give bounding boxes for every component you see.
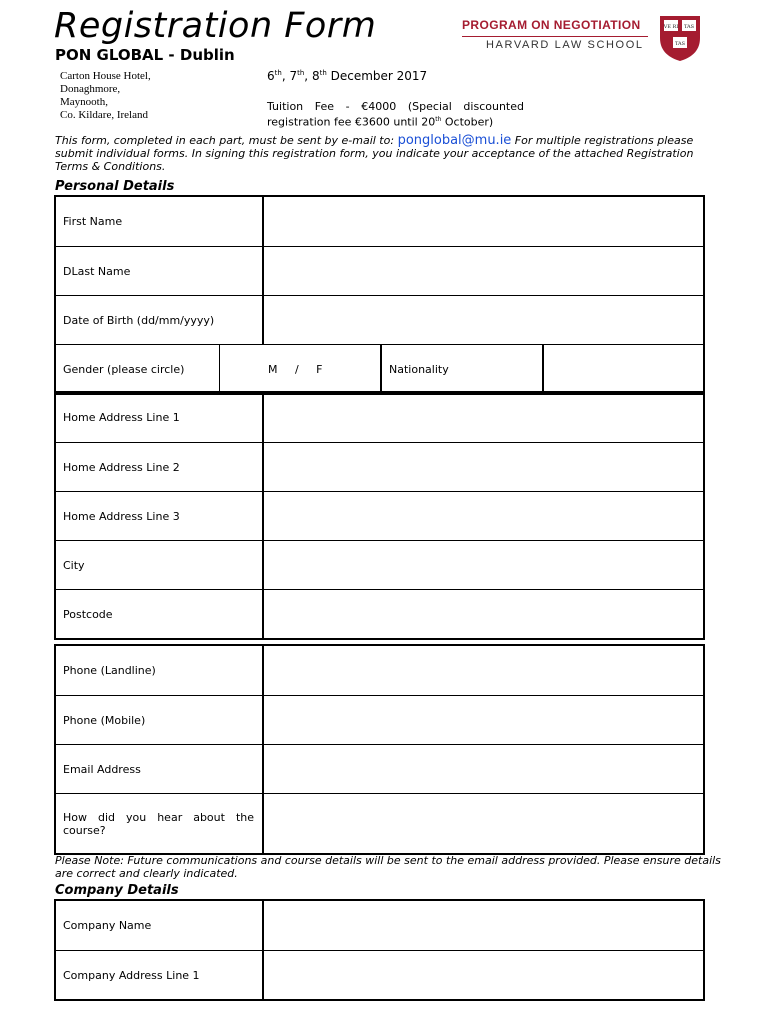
address-line-3-label: Home Address Line 3	[56, 492, 264, 540]
first-name-label: First Name	[56, 197, 264, 246]
venue-address	[60, 70, 151, 122]
nationality-field[interactable]	[544, 345, 703, 393]
form-row	[56, 950, 703, 999]
how-did-you-hear-field[interactable]	[264, 794, 703, 853]
form-row	[56, 295, 703, 344]
contact-table	[54, 644, 705, 855]
phone-mobile-field[interactable]	[264, 696, 703, 744]
form-row	[56, 901, 703, 950]
logo-school-text: HARVARD LAW SCHOOL	[486, 39, 644, 51]
date-of-birth-field[interactable]	[264, 296, 703, 344]
address-line-2-label: Home Address Line 2	[56, 443, 264, 491]
city-label: City	[56, 541, 264, 589]
how-did-you-hear-label: How did you hear about the course?	[56, 794, 264, 853]
address-line-1-field[interactable]	[264, 393, 703, 442]
gender-options[interactable]: M / F	[220, 345, 382, 393]
first-name-field[interactable]	[264, 197, 703, 246]
email-address-label: Email Address	[56, 745, 264, 793]
personal-details-heading: Personal Details	[55, 179, 175, 194]
venue-line: Maynooth,	[60, 96, 108, 108]
city-field[interactable]	[264, 541, 703, 589]
email-address-field[interactable]	[264, 745, 703, 793]
nationality-label: Nationality	[382, 345, 544, 393]
page-subtitle: PON GLOBAL - Dublin	[55, 46, 235, 64]
svg-text:TAS: TAS	[683, 24, 695, 30]
venue-line: Donaghmore,	[60, 83, 121, 95]
form-row	[56, 393, 703, 442]
form-row	[56, 646, 703, 695]
company-address-line-1-field[interactable]	[264, 951, 703, 999]
address-line-1-label: Home Address Line 1	[56, 393, 264, 442]
form-row	[56, 589, 703, 638]
phone-landline-label: Phone (Landline)	[56, 646, 264, 695]
form-row	[56, 695, 703, 744]
phone-landline-field[interactable]	[264, 646, 703, 695]
company-details-heading: Company Details	[55, 883, 179, 898]
postcode-field[interactable]	[264, 590, 703, 638]
venue-line: Co. Kildare, Ireland	[60, 109, 148, 121]
form-row	[56, 246, 703, 295]
course-dates: 6th, 7th, 8th December 2017	[267, 69, 428, 83]
contact-email-link[interactable]: ponglobal@mu.ie	[397, 133, 512, 148]
last-name-field[interactable]	[264, 247, 703, 295]
postcode-label: Postcode	[56, 590, 264, 638]
pon-harvard-logo	[462, 14, 702, 64]
gender-label: Gender (please circle)	[56, 345, 220, 393]
address-line-2-field[interactable]	[264, 443, 703, 491]
svg-text:TAS: TAS	[674, 41, 686, 47]
harvard-shield-icon	[658, 14, 702, 62]
phone-mobile-label: Phone (Mobile)	[56, 696, 264, 744]
intro-text: This form, completed in each part, must be sent by e-mail to: ponglobal@mu.ie For multiple registrations please submit individual forms. In signing this registration form, you indicate your acceptance of the attached Registration Terms & Conditions.	[55, 133, 694, 173]
personal-details-table	[54, 195, 705, 395]
company-address-line-1-label: Company Address Line 1	[56, 951, 264, 999]
form-row	[56, 491, 703, 540]
form-row	[56, 344, 703, 393]
form-row	[56, 744, 703, 793]
venue-line: Carton House Hotel,	[60, 70, 151, 82]
form-row	[56, 793, 703, 853]
form-row	[56, 197, 703, 246]
svg-text:VE RI: VE RI	[663, 24, 679, 30]
company-name-field[interactable]	[264, 901, 703, 950]
last-name-label: DLast Name	[56, 247, 264, 295]
tuition-fee: Tuition Fee - €4000 (Special discounted registration fee €3600 until 20th October)	[267, 100, 524, 129]
logo-program-text: PROGRAM ON NEGOTIATION	[462, 18, 641, 32]
company-name-label: Company Name	[56, 901, 264, 950]
page-title: Registration Form	[54, 6, 377, 46]
form-row	[56, 540, 703, 589]
company-details-table	[54, 899, 705, 1001]
email-note: Please Note: Future communications and course details will be sent to the email address provided. Please ensure details are correct and clearly indicated.	[55, 854, 721, 880]
address-line-3-field[interactable]	[264, 492, 703, 540]
logo-divider	[462, 36, 648, 37]
date-of-birth-label: Date of Birth (dd/mm/yyyy)	[56, 296, 264, 344]
form-row	[56, 442, 703, 491]
address-table	[54, 391, 705, 640]
